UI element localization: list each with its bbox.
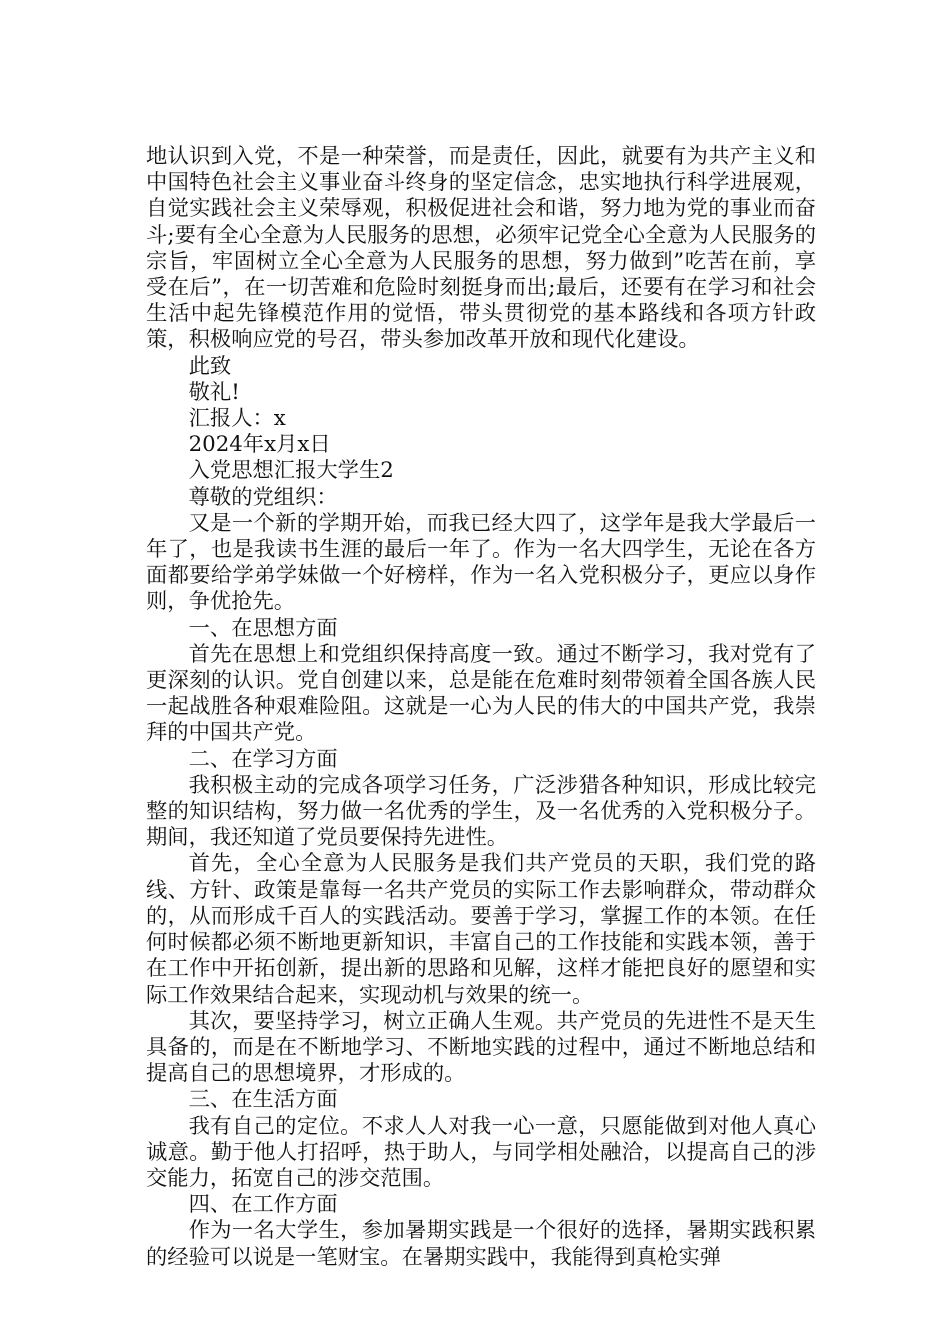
- closing-salutation: 此致: [188, 353, 232, 379]
- paragraph-life: 我有自己的定位。不求人人对我一心一意，只愿能做到对他人真心诚意。勤于他人打招呼，热于助人，与同学相处融洽，以提高自己的涉交能力，拓宽自己的涉交范围。: [146, 1113, 816, 1191]
- paragraph-study: 我积极主动的完成各项学习任务，广泛涉猎各种知识，形成比较完整的知识结构，努力做一名优秀的学生，及一名优秀的入党积极分子。期间，我还知道了党员要保持先进性。: [146, 772, 816, 851]
- document-body: [146, 144, 816, 1271]
- paragraph-study-second: 其次，要坚持学习，树立正确人生观。共产党员的先进性不是天生具备的，而是在不断地学习、不断地实践的过程中，通过不断地总结和提高自己的思想境界，才形成的。: [146, 1008, 816, 1087]
- greeting: 尊敬的党组织：: [188, 484, 338, 510]
- heading-thought: 一、在思想方面: [188, 615, 338, 641]
- paragraph-work: 作为一名大学生，参加暑期实践是一个很好的选择，暑期实践积累的经验可以说是一笔财宝。在暑期实践中，我能得到真枪实弹: [146, 1218, 816, 1270]
- heading-life: 三、在生活方面: [188, 1087, 338, 1113]
- reporter-line: 汇报人：x: [188, 406, 286, 432]
- section-title: 入党思想汇报大学生2: [188, 458, 394, 484]
- closing-regards: 敬礼!: [188, 379, 240, 405]
- heading-work: 四、在工作方面: [188, 1192, 338, 1218]
- paragraph-study-first: 首先，全心全意为人民服务是我们共产党员的天职，我们党的路线、方针、政策是靠每一名共产党员的实际工作去影响群众，带动群众的，从而形成千百人的实践活动。要善于学习，掌握工作的本领。在任何时候都必须不断地更新知识，丰富自己的工作技能和实践本领，善于在工作中开拓创新，提出新的思路和见解，这样才能把良好的愿望和实际工作效果结合起来，实现动机与效果的统一。: [146, 851, 816, 1008]
- heading-study: 二、在学习方面: [188, 746, 338, 772]
- paragraph-intro: 又是一个新的学期开始，而我已经大四了，这学年是我大学最后一年了，也是我读书生涯的最后一年了。作为一名大四学生，无论在各方面都要给学弟学妹做一个好榜样，作为一名入党积极分子，更应以身作则，争优抢先。: [146, 510, 816, 615]
- paragraph-thought: 首先在思想上和党组织保持高度一致。通过不断学习，我对党有了更深刻的认识。党自创建以来，总是能在危难时刻带领着全国各族人民一起战胜各种艰难险阻。这就是一心为人民的伟大的中国共产党，我崇拜的中国共产党。: [146, 641, 816, 746]
- paragraph-continuation: 地认识到入党，不是一种荣誉，而是责任，因此，就要有为共产主义和中国特色社会主义事业奋斗终身的坚定信念，忠实地执行科学进展观，自觉实践社会主义荣辱观，积极促进社会和谐，努力地为党的事业而奋斗;要有全心全意为人民服务的思想，必须牢记党全心全意为人民服务的宗旨，牢固树立全心全意为人民服务的思想，努力做到”吃苦在前，享受在后”，在一切苦难和危险时刻挺身而出;最后，还要有在学习和社会生活中起先锋模范作用的觉悟，带头贯彻党的基本路线和各项方针政策，积极响应党的号召，带头参加改革开放和现代化建设。: [146, 144, 816, 353]
- date-line: 2024年x月x日: [188, 432, 331, 458]
